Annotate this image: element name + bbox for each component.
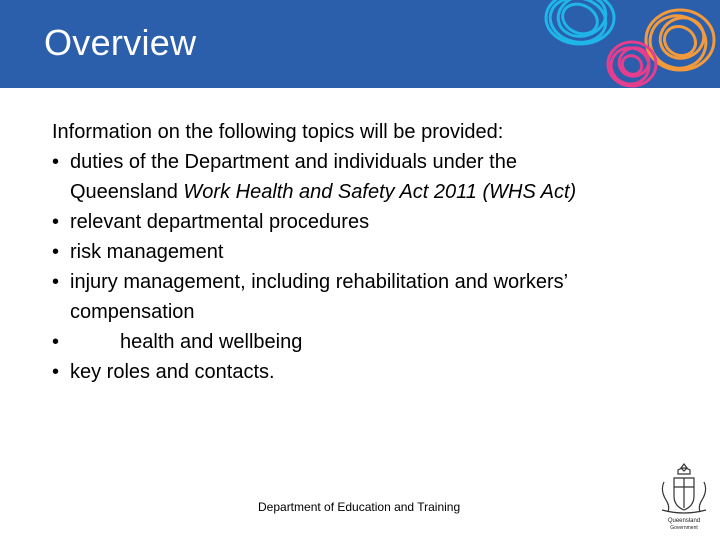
- bullet: •: [52, 211, 60, 233]
- item-text: key roles and contacts.: [70, 361, 275, 383]
- bullet: •: [52, 241, 60, 263]
- bullet: •: [52, 361, 60, 383]
- topics-list: [52, 147, 672, 387]
- list-item: [52, 267, 672, 327]
- queensland-crest-logo: [656, 460, 712, 532]
- item-text: risk management: [70, 241, 224, 263]
- footer-text: Department of Education and Training: [258, 500, 461, 514]
- intro-text: Information on the following topics will be provided:: [52, 121, 504, 143]
- item-text: health and wellbeing: [120, 331, 303, 353]
- bullet: •: [52, 271, 60, 293]
- item-text-continued: [70, 177, 672, 207]
- slide-body: [52, 117, 672, 387]
- title-banner: [0, 0, 720, 88]
- item-text: relevant departmental procedures: [70, 211, 370, 233]
- item-text-plain: Queensland: [70, 181, 184, 203]
- crest-label-bottom: Government: [670, 525, 698, 531]
- list-item: [52, 357, 672, 387]
- list-item: [52, 237, 672, 267]
- orange-swirl: [643, 9, 714, 76]
- list-item: [52, 327, 672, 357]
- item-text-continued: compensation: [70, 301, 195, 323]
- blue-swirl: [546, 0, 614, 47]
- slide-title: Overview: [44, 22, 197, 63]
- bullet: •: [52, 331, 60, 353]
- crest-label-top: Queensland: [667, 518, 701, 524]
- list-item: [52, 147, 672, 207]
- bullet: •: [52, 151, 60, 173]
- item-text: injury management, including rehabilitation and workers’: [70, 271, 569, 293]
- list-item: [52, 207, 672, 237]
- item-text: duties of the Department and individuals under the: [70, 151, 517, 173]
- decorative-swirls-graphic: [520, 0, 720, 88]
- act-title: Work Health and Safety Act 2011 (WHS Act): [183, 181, 577, 203]
- pink-swirl: [607, 42, 656, 88]
